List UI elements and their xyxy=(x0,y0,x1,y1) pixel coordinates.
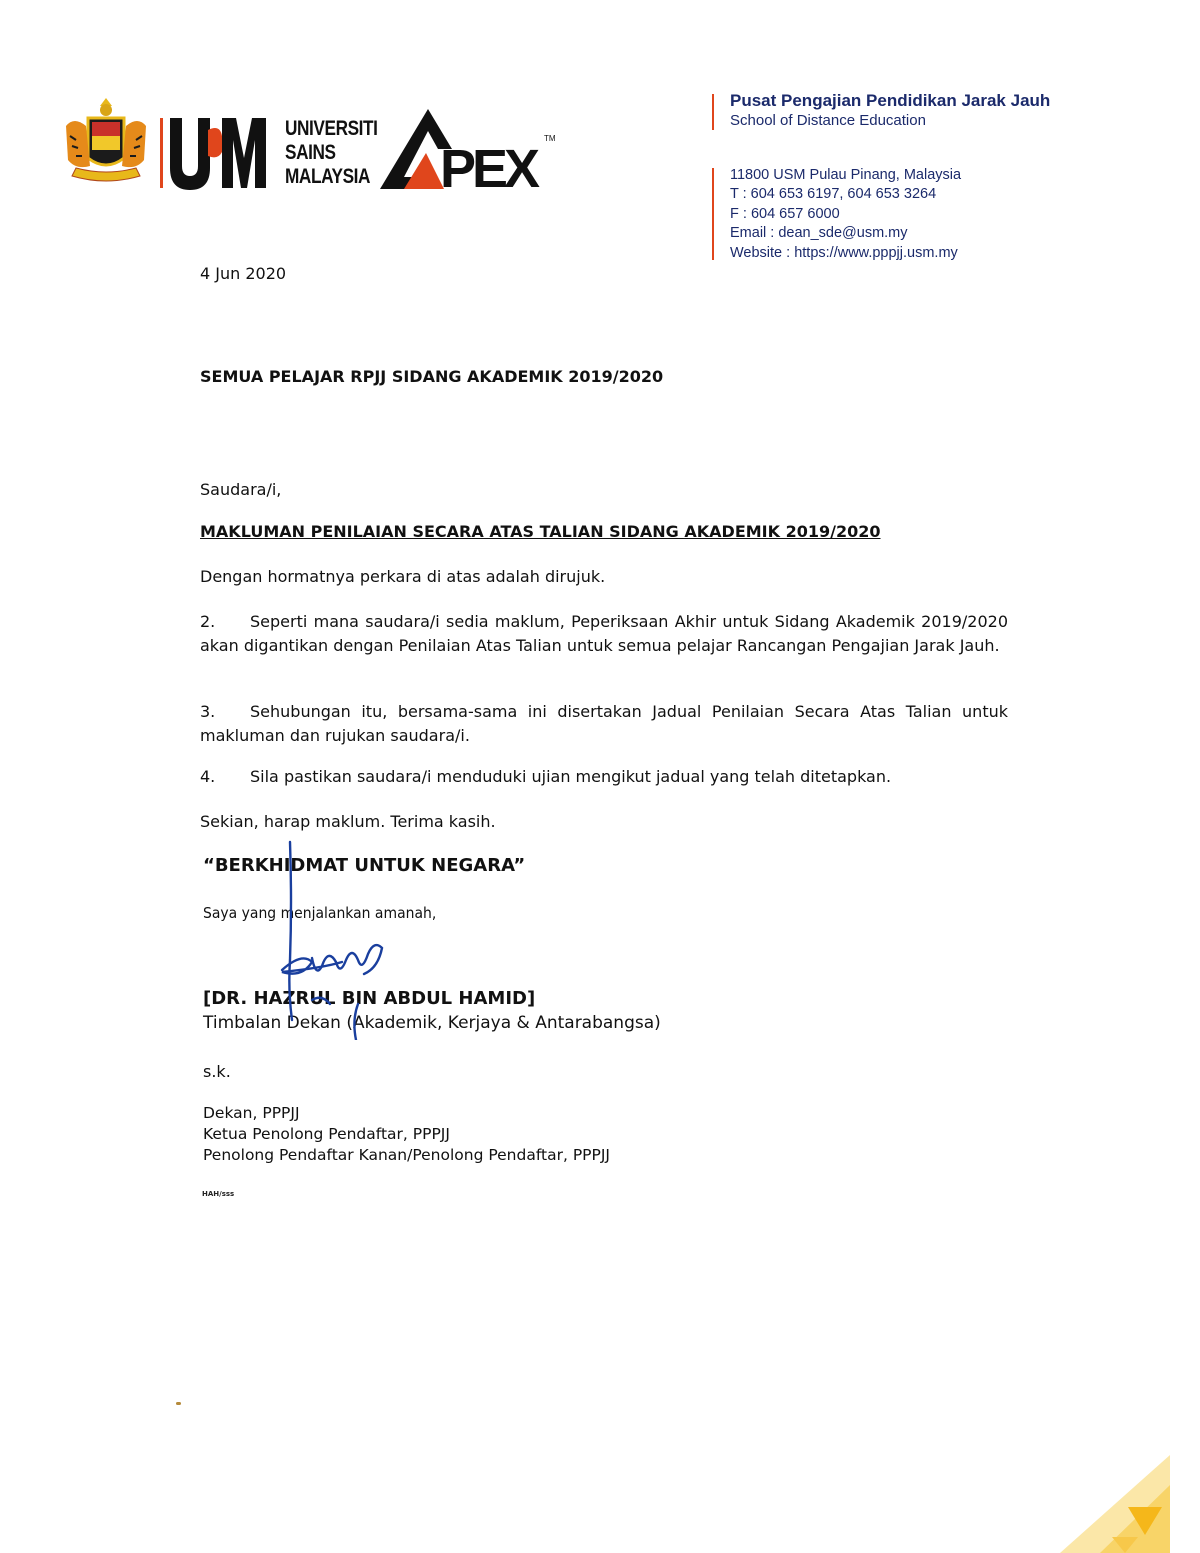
university-line-3: MALAYSIA xyxy=(285,165,371,188)
cc-item: Dekan, PPPJJ xyxy=(203,1104,300,1122)
signer-name: [DR. HAZRUL BIN ABDUL HAMID] xyxy=(203,988,536,1009)
apex-tm-mark: TM xyxy=(544,134,556,143)
usm-logo-mark xyxy=(160,114,275,192)
school-name: Pusat Pengajian Pendidikan Jarak Jauh xyxy=(730,91,1051,110)
coat-of-arms-crest-icon xyxy=(58,96,154,192)
email-line: Email : dean_sde@usm.my xyxy=(730,225,908,242)
svg-text:PEX: PEX xyxy=(440,139,537,193)
header-divider-2 xyxy=(712,168,714,260)
scan-speck xyxy=(176,1402,181,1405)
address-line: 11800 USM Pulau Pinang, Malaysia xyxy=(730,167,962,183)
opening-line: Dengan hormatnya perkara di atas adalah dirujuk. xyxy=(200,567,606,586)
paragraph-text: Sehubungan itu, bersama-sama ini disertakan Jadual Penilaian Secara Atas Talian untuk makluman dan rujukan saudara/i. xyxy=(200,702,1008,745)
salutation: Saudara/i, xyxy=(200,480,282,499)
header-divider-1 xyxy=(712,94,714,130)
letter-subject: MAKLUMAN PENILAIAN SECARA ATAS TALIAN SIDANG AKADEMIK 2019/2020 xyxy=(200,522,881,541)
cc-list xyxy=(203,1103,610,1166)
paragraph-text: Seperti mana saudara/i sedia maklum, Peperiksaan Akhir untuk Sidang Akademik 2019/2020 akan digantikan dengan Penilaian Atas Talian untuk semua pelajar Rancangan Pengajian Jarak Jauh. xyxy=(200,612,1008,655)
contact-block xyxy=(730,166,961,263)
closing-line: Sekian, harap maklum. Terima kasih. xyxy=(200,812,496,831)
paragraph-text: Sila pastikan saudara/i menduduki ujian mengikut jadual yang telah ditetapkan. xyxy=(250,767,892,786)
school-subtitle: School of Distance Education xyxy=(730,112,926,129)
signer-title: Timbalan Dekan (Akademik, Kerjaya & Antarabangsa) xyxy=(203,1013,661,1033)
cc-item: Penolong Pendaftar Kanan/Penolong Pendaftar, PPPJJ xyxy=(203,1146,611,1164)
reference-initials: HAH/sss xyxy=(202,1190,235,1198)
paragraph-number: 4. xyxy=(200,767,216,786)
website-line: Website : https://www.pppjj.usm.my xyxy=(730,244,958,261)
handwritten-signature xyxy=(272,840,402,1040)
paragraph-3 xyxy=(200,700,1008,748)
paragraph-2 xyxy=(200,610,1008,658)
paragraph-4 xyxy=(200,765,1008,789)
fax-line: F : 604 657 6000 xyxy=(730,205,840,222)
paragraph-number: 3. xyxy=(200,702,216,721)
trust-line: Saya yang menjalankan amanah, xyxy=(203,904,437,922)
motto: “BERKHIDMAT UNTUK NEGARA” xyxy=(203,855,526,876)
phone-line: T : 604 653 6197, 604 653 3264 xyxy=(730,186,937,203)
university-name-wordmark xyxy=(285,117,378,189)
university-line-2: SAINS xyxy=(285,141,336,164)
paragraph-number: 2. xyxy=(200,612,216,631)
corner-triangle-decoration xyxy=(1060,1455,1170,1553)
university-line-1: UNIVERSITI xyxy=(285,117,378,140)
cc-item: Ketua Penolong Pendaftar, PPPJJ xyxy=(203,1125,450,1143)
recipient-line: SEMUA PELAJAR RPJJ SIDANG AKADEMIK 2019/2020 xyxy=(200,367,664,386)
apex-logo xyxy=(378,105,558,193)
letter-date: 4 Jun 2020 xyxy=(200,264,287,283)
cc-label: s.k. xyxy=(203,1062,231,1081)
